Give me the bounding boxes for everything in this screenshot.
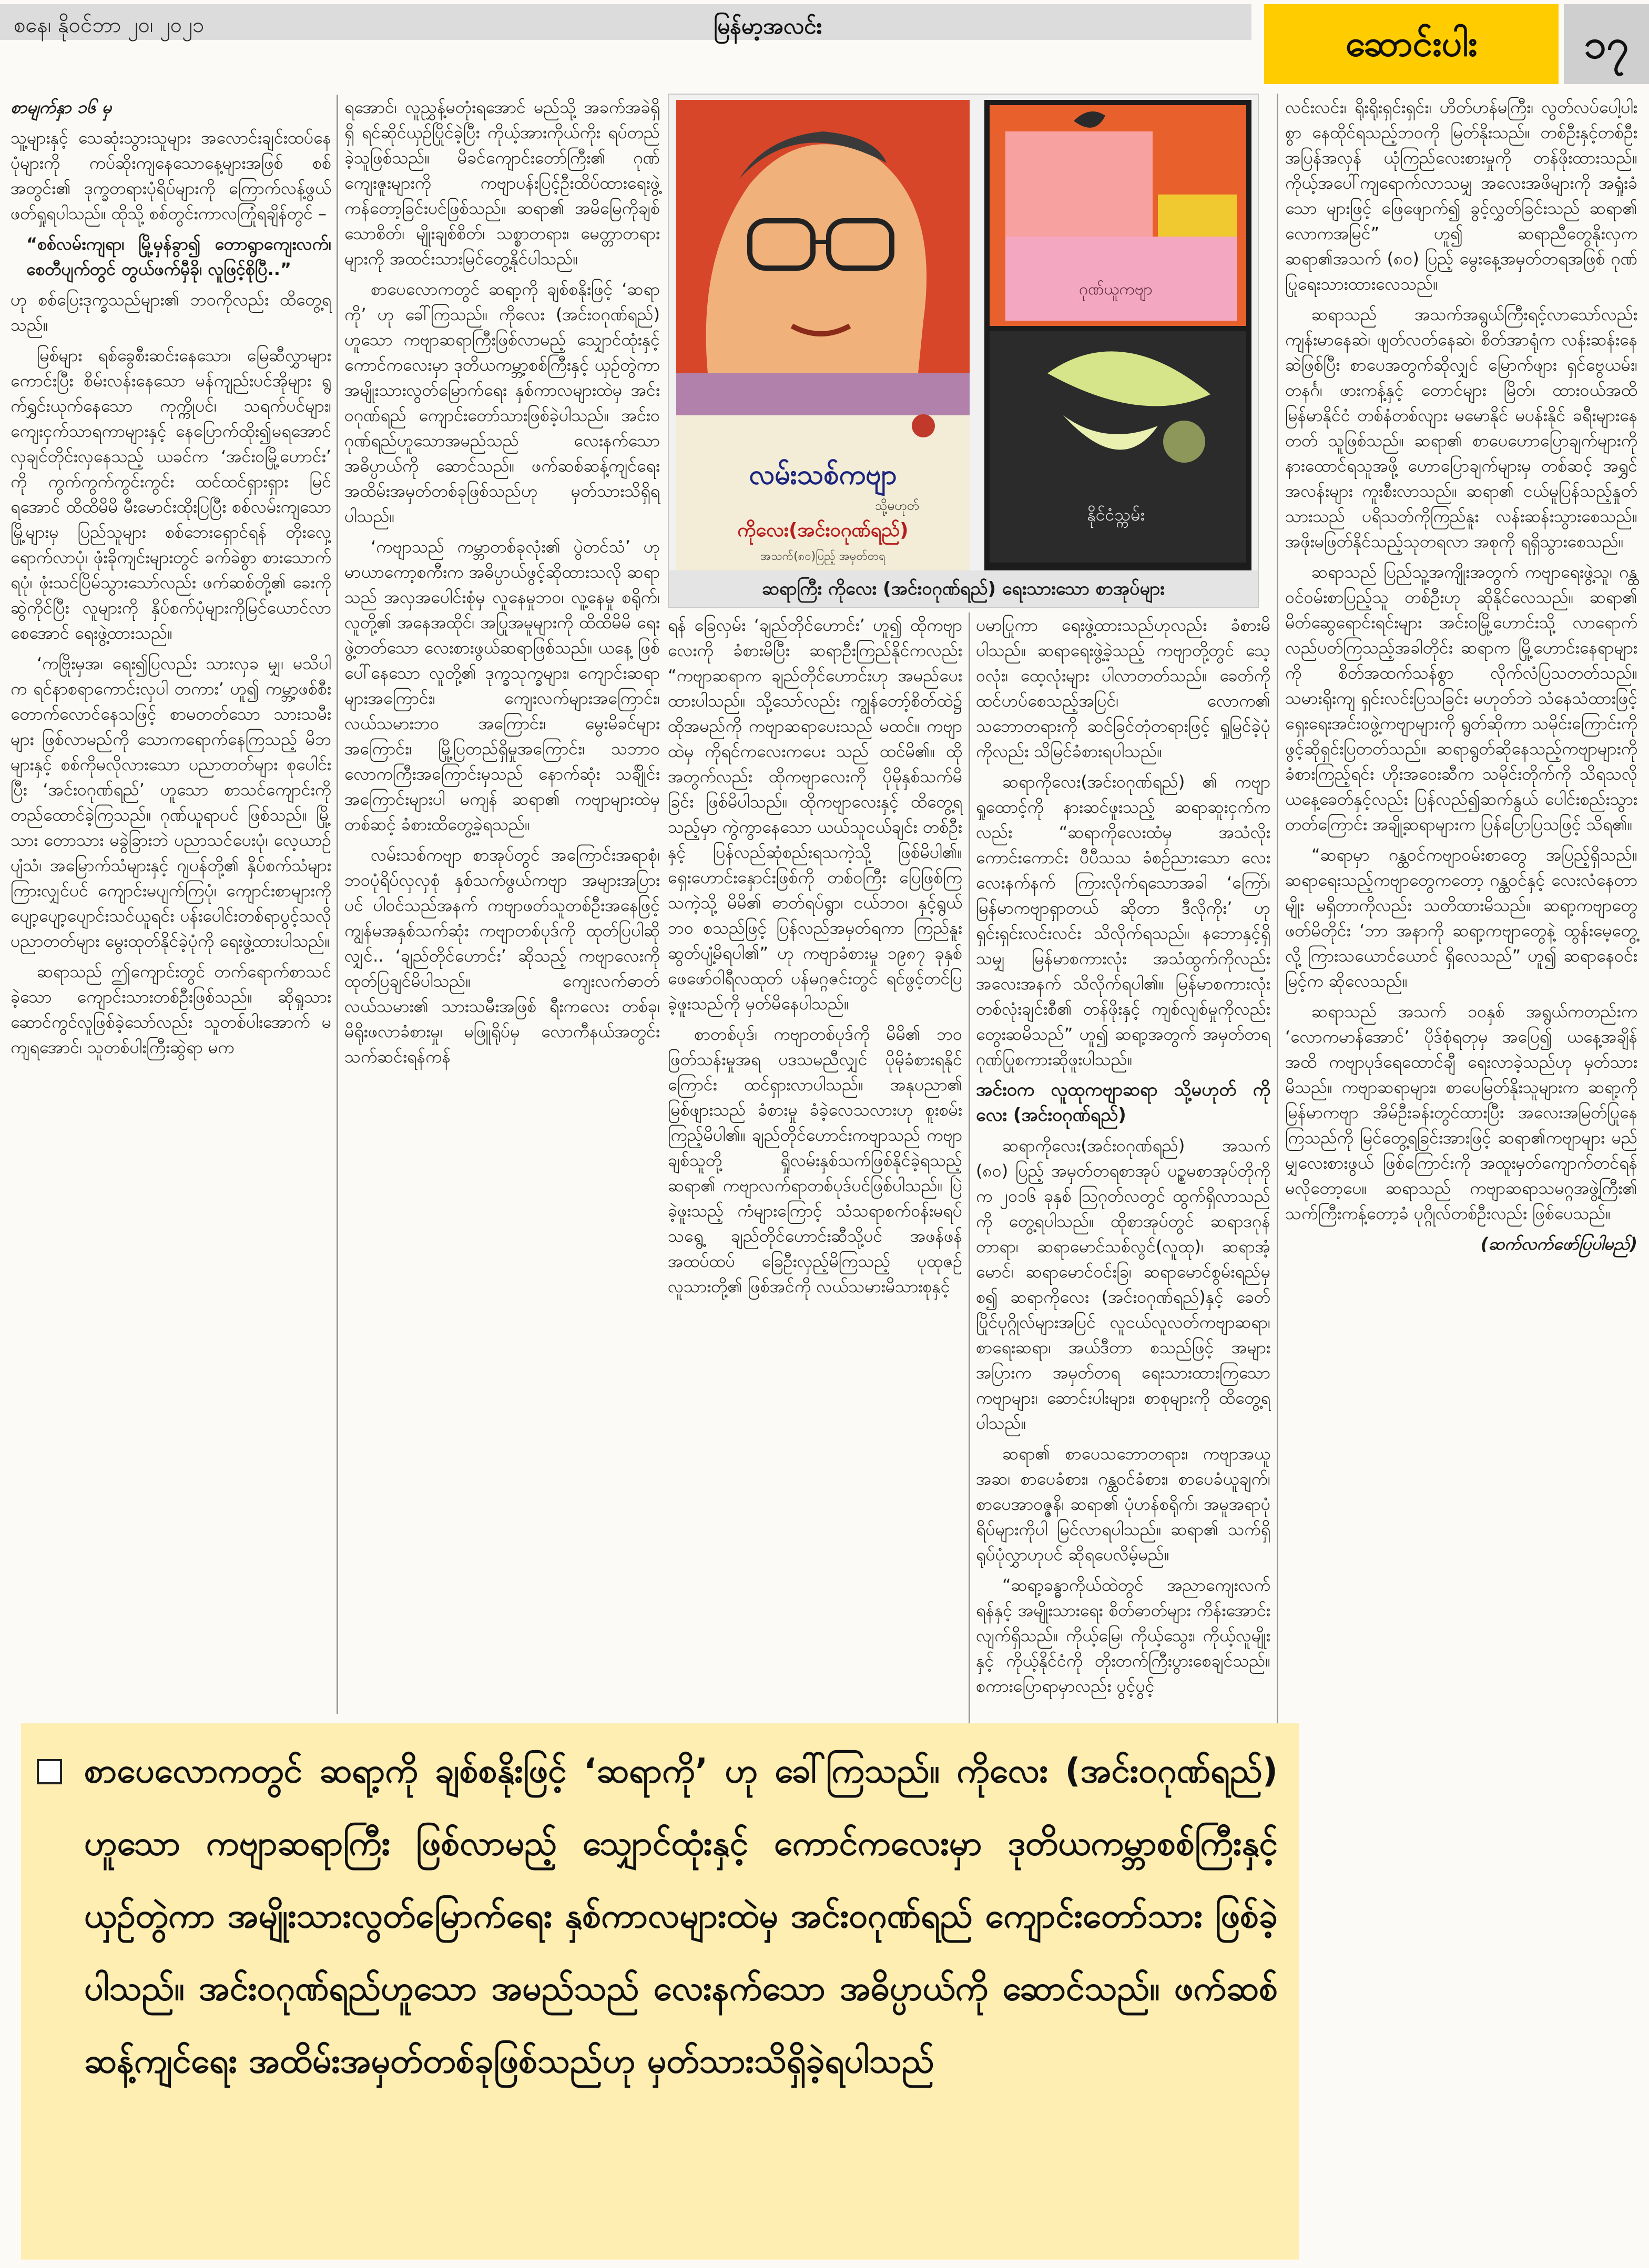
paragraph: လင်းလင်း၊ ရိုးရိုးရှင်းရှင်း၊ ဟိတ်ဟန်မကြီး၊ လွတ်လပ်ပေါ့ပါးစွာ နေထိုင်ရသည့်ဘဝကို မြတ်နိုးသည်။ တစ်ဦးနှင့်တစ်ဦး အပြန်အလှန် ယုံကြည်လေးစားမှုကို တန်ဖိုးထားသည်။ ကိုယ့်အပေါ်ကျရောက်လာသမျှ အလေးအဖိများကို အရှုံးခံသော များဖြင့် ဖြေဖျောက်၍ ခွင့်လွှတ်ခြင်းသည် ဆရာ၏ လောကအမြင်” ဟူ၍ ဆရာညီတွေနိုးလှက ဆရာ၏အသက် (၈၀) ပြည့် မွေးနေ့အမှတ်တရအဖြစ် ဂုဏ်ပြုရေးသားထားလေသည်။ — [1285, 97, 1637, 294]
continued-from: စာမျက်နှာ ၁၆ မှ — [11, 97, 112, 117]
paragraph: စာပေလောကတွင် ဆရာ့ကို ချစ်စနိုးဖြင့် ‘ဆရာကို’ ဟု ခေါ်ကြသည်။ ကိုလေး (အင်းဝဂုဏ်ရည်) ဟူသော ကဗျာဆရာကြီးဖြစ်လာမည့် သျှောင်ထုံးနှင့် ကောင်ကလေးမှာ ဒုတိယကမ္ဘာ့စစ်ကြီးနှင့် ယှဉ်တွဲကာ အမျိုးသားလွတ်မြောက်ရေး နှစ်ကာလများထဲမှ အင်းဝဂုဏ်ရည် ကျောင်းတော်သားဖြစ်ခဲ့ပါသည်။ အင်းဝဂုဏ်ရည်ဟူသောအမည်သည် လေးနက်သော အဓိပ္ပာယ်ကို ဆောင်သည်။ ဖက်ဆစ်ဆန့်ကျင်ရေး အထိမ်းအမှတ်တစ်ခုဖြစ်သည်ဟု မှတ်သားသိရှိရပါသည်။ — [344, 279, 660, 526]
column-divider — [337, 95, 338, 1714]
checkbox-bullet-icon — [37, 1759, 62, 1784]
to-be-continued: (ဆက်လက်ဖော်ပြပါမည်) — [1480, 1234, 1637, 1254]
paragraph: “ဆရာမှာ ဂန္ထဝင်ကဗျာဝမ်းစာတွေ အပြည့်ရှိသည်။ ဆရာရေးသည့်ကဗျာတွေကတော့ ဂန္ထဝင်နှင့် လေးလံနေတာမျိုး မရှိတာကိုလည်း သတိထားမိသည်။ ဆရာ့ကဗျာတွေ ဖတ်မိတိုင်း ‘ဘာ အနာကို ဆရာ့ကဗျာတွေနဲ့ ထွန်းမေ့တွေ့လို့ ကြားသယောင်ယောင် ရှိလေသည်” ဟူ၍ ဆရာနေဝင်းမြင့်က ဆိုလေသည်။ — [1285, 845, 1637, 991]
subheading: အင်းဝက လူထုကဗျာဆရာ သို့မဟုတ် ကိုလေး (အင်းဝဂုဏ်ရည်) — [976, 1079, 1270, 1126]
paragraph: ဆရာကိုလေး(အင်းဝဂုဏ်ရည်) ၏ ကဗျာရှုထောင့်ကို နားဆင်ဖူးသည့် ဆရာဆူးငှက်ကလည်း “ဆရာကိုလေးထံမှ အသံလိုးကောင်းကောင်း ပီပီသသ ခံစဉ်ညားသော လေးလေးနက်နက် ကြားလိုက်ရသောအခါ ‘ကြော်၊ မြန်မာကဗျာရှာတယ် ဆိုတာ ဒီလိုကိုး’ ဟု ရှင်းရှင်းလင်းလင်း သိလိုက်ရသည်။ နဘောနှင့်ရှိသမျှ မြန်မာစကားလုံး အသံထွက်ကိုလည်း အလေးအနက် သိလိုက်ရပါ၏။ မြန်မာစကားလုံး တစ်လုံးချင်းစီ၏ တန်ဖိုးနှင့် ကျစ်လျစ်မှုကိုလည်း တွေးဆမိသည်” ဟူ၍ ဆရာ့အတွက် အမှတ်တရ ဂုဏ်ပြုစကားဆိုဖူးပါသည်။ — [976, 772, 1270, 1069]
article-column-1 — [11, 95, 331, 1714]
poetry-book-covers — [984, 100, 1251, 570]
paragraph: သူ့များနှင့် သေဆုံးသွားသူများ အလောင်းချင်းထပ်နေပုံများကို ကပ်ဆိုးကျနေသောနေ့များအဖြစ် စစ်အတွင်း၏ ဒုက္ခတရားပုံရိပ်များကို ကြောက်လန့်ဖွယ်ဖတ်ရှုရပါသည်။ ထိုသို့ စစ်တွင်းကာလကြုံရချိန်တွင် – — [11, 128, 331, 223]
publisher-logo-icon — [912, 414, 935, 437]
paragraph: “ဆရာ့ခန္ဓာကိုယ်ထဲတွင် အညာကျေးလက်ရန်နှင့် အမျိုးသားရေး စိတ်ဓာတ်များ ကိန်းအောင်းလျက်ရှိသည်။ ကိုယ့်မြေ၊ ကိုယ့်သွေး၊ ကိုယ့်လူမျိုးနှင့် ကိုယ့်နိုင်ငံကို တိုးတက်ကြီးပွားစေချင်သည်။ စကားပြောရာမှာလည်း ပွင့်ပွင့် — [976, 1575, 1270, 1696]
section-tab — [1264, 4, 1559, 84]
portrait-book-title: လမ်းသစ်ကဗျာ — [749, 459, 897, 491]
paragraph: ပမာပြုကာ ရေးဖွဲ့ထားသည်ဟုလည်း ခံစားမိပါသည်။ ဆရာရေးဖွဲ့ခဲ့သည့် ကဗျာတို့တွင် သေ့ဝလုံး၊ ထေ့လုံးများ ပါလာတတ်သည်။ ခေတ်ကို ထင်ဟပ်စေသည့်အပြင်၊ လောက၏ သဘောတရားကို ဆင်ခြင်တုံတရားဖြင့် ရှုမြင်ခဲ့ပုံကိုလည်း သိမြင်ခံစားရပါသည်။ — [976, 615, 1270, 761]
article-column-3 — [668, 612, 962, 1714]
paragraph: ဆရာသည် အသက်အရွယ်ကြီးရင့်လာသော်လည်း ကျန်းမာနေဆဲ၊ ဖျတ်လတ်နေဆဲ၊ စိတ်အာရုံက လန်းဆန်းနေဆဲဖြစ်ပြီး စာပေအတွက်ဆိုလျှင် မြောက်ဖျား ရှင်ဗွေယမ်း၊ တနင်္ဂ၊ ဖားကန့်နှင့် တောင်များ မြိတ်၊ ထားဝယ်အထိ မြန်မာနိုင်ငံ တစ်နံတစ်လျား မမောနိုင် မပန်းနိုင် ခရီးများနေတတ် သူဖြစ်သည်။ ဆရာ၏ စာပေဟောပြောချက်များကို နားထောင်ရသူအဖို့ ဟောပြောချက်များမှ တစ်ဆင့် အရွှင်အလန်းများ ကူးစီးလာသည်။ ဆရာ၏ ငယ်မူပြန်သည့်နှုတ်သားသည် ပရိသတ်ကိုကြည်နူး လန်းဆန်းသွားစေသည်။ အဖိုးမဖြတ်နိုင်သည့်သုတရလာ အစုကို ရရှိသွားစေသည်။ — [1285, 304, 1637, 551]
lower-cover-title: နိုင်ငံသ္ကမ်း — [1087, 505, 1145, 525]
photo-caption: ဆရာကြီး ကိုလေး (အင်းဝဂုဏ်ရည်) ရေးသားသော စာအုပ်များ — [669, 570, 1258, 607]
paragraph: ဆရာကိုလေး(အင်းဝဂုဏ်ရည်) အသက် (၈၀) ပြည့် အမှတ်တရစာအုပ် ပဥ္စမစာအုပ်တိုကိုက ၂၀၁၆ ခုနှစ် ဩဂုတ်လတွင် ထွက်ရှိလာသည်ကို တွေ့ရပါသည်။ ထိုစာအုပ်တွင် ဆရာဒဂုန်တာရာ၊ ဆရာမောင်သစ်လွင်(လူထု)၊ ဆရာအံ့မောင်၊ ဆရာမောင်ဝင်းခြ၊ ဆရာမောင်စွမ်းရည်မှ စ၍ ဆရာကိုလေး (အင်းဝဂုဏ်ရည်)နှင့် ခေတ်ပြိုင်ပုဂ္ဂိုလ်များအပြင် လူငယ်လူလတ်ကဗျာဆရာ၊ စာရေးဆရာ၊ အယ်ဒီတာ စသည်ဖြင့် အများအပြားက အမှတ်တရ ရေးသားထားကြသော ကဗျာများ၊ ဆောင်းပါးများ၊ စာစုများကို ထိတွေ့ရပါသည်။ — [976, 1136, 1270, 1433]
newspaper-name: မြန်မာ့အလင်း — [714, 13, 822, 39]
upper-cover-title: ဂုဏ်ယူကဗျာ — [1078, 280, 1153, 299]
paragraph: ‘ကဗျာသည် ကမ္ဘာတစ်ခုလုံး၏ ပွဲတင်သံ’ ဟု မာယာကော့စကီးက အဓိပ္ပာယ်ဖွင့်ဆိုထားသလို ဆရာသည် အလှအပေါင်းစုံမှ လူနေမှုဘဝ၊ လူ့နေမှု စရိုက်၊ လူတို့၏ အနေအထိုင်၊ အပြုအမူများကို ထိထိမိမိ ရေးဖွဲ့တတ်သော လေးစားဖွယ်ဆရာဖြစ်သည်။ ယနေ့ ဖြစ်ပေါ်နေသော လူတို့၏ ဒုက္ခသုက္ခများ၊ ကျောင်းဆရာများအကြောင်း၊ ကျေးလက်များအကြောင်း၊ လယ်သမားဘဝ အကြောင်း၊ မွေးမိခင်များ အကြောင်း၊ မြို့ပြတည်ရှိမှုအကြောင်း၊ သဘာဝ လောကကြီးအကြောင်းမှသည် နောက်ဆုံး သခ်ျိုင်းအကြောင်းများပါ မကျန် ဆရာ၏ ကဗျာများထဲမှတစ်ဆင့် ခံစားထိတွေ့ခဲ့ရသည်။ — [344, 537, 660, 834]
portrait-book-note: အသက်(၈၀)ပြည့် အမှတ်တရ — [760, 550, 885, 563]
paragraph: ဟု စစ်ပြေးဒုက္ခသည်များ၏ ဘဝကိုလည်း ထိတွေ့ရသည်။ — [11, 290, 331, 335]
header-bar — [0, 4, 1251, 40]
paragraph: ‘ကဗြိုးမှအ၊ ရေး၍ပြလည်း သားလှခ မျှ၊ မသိပါက ရင်နာစရာကောင်းလှပါ တကား’ ဟူ၍ ကမ္ဘာ့ဖစ်စီးတောက်လောင်နေသဖြင့် စာမတတ်သော သားသမီးများ ဖြစ်လာမည်ကို သောကရောက်နေကြသည့် မိဘများနှင့် စစ်ကိုမလိုလားသော ပညာတတ်များ စုပေါင်းပြီး ‘အင်းဝဂုဏ်ရည်’ ဟူသော စာသင်ကျောင်းကို တည်ထောင်ခဲ့ကြသည်။ ဂုဏ်ယူရာပင် ဖြစ်သည်။ မြို့သား တောသား မခွဲခြားဘဲ ပညာသင်ပေးပုံ၊ လေ့ယာဉ်ပျံသံ၊ အမြောက်သံများနှင့် ဂျပန်တို့၏ နှိပ်စက်သံများကြားလျှင်ပင် ကျောင်းမပျက်ကြပုံ၊ ကျောင်းစာများကို ပျော့ပျော့ပျောင်းသင်ယူရင်း ပန်းပေါင်းတစ်ရာပွင့်သလို ပညာတတ်များ မွေးထုတ်နိုင်ခဲ့ပုံကို ရေးဖွဲ့ထားပါသည်။ — [11, 653, 331, 951]
pull-quote-box — [21, 1723, 1299, 2260]
page-number: ၁၇ — [1564, 4, 1649, 84]
paragraph: ရအောင်၊ လူညွှန့်မတုံးရအောင် မည်သို့ အခက်အခဲရှိရှိ ရင်ဆိုင်ယှဉ်ပြိုင်ခဲ့ပြီး ကိုယ့်အားကိုယ်ကိုး ရပ်တည်ခဲ့သူဖြစ်သည်။ မိခင်ကျောင်းတော်ကြီး၏ ဂုဏ်ကျေးဇူးများကို ကဗျာပန်းပြင့်ဦးထိပ်ထားရေးဖွဲ့ ကန်တော့ခြင်းပင်ဖြစ်သည်။ ဆရာ၏ အမိမြေကိုချစ်သောစိတ်၊ မျိုးချစ်စိတ်၊ သစ္စာတရား၊ မေတ္တာတရားများကို အထင်းသားမြင်တွေ့နိုင်ပါသည်။ — [344, 97, 660, 269]
portrait-book-author: ကိုလေး(အင်းဝဂုဏ်ရည်) — [737, 519, 909, 541]
paragraph: စာတစ်ပုဒ်၊ ကဗျာတစ်ပုဒ်ကို မိမိ၏ ဘဝဖြတ်သန်းမှုအရ ပဒသမညီလျှင် ပိုမိုခံစားရနိုင်ကြောင်း ထင်ရှားလာပါသည်။ အနုပညာ၏ မြစ်ဖျားသည် ခံစားမှု ခံခဲ့လေသလားဟု စူးစမ်းကြည့်မိပါ၏။ ချည်တိုင်ဟောင်းကဗျာသည် ကဗျာချစ်သူတို့ ရှိုလမ်းနှစ်သက်ဖြစ်နိုင်ခဲ့ရသည့် ဆရာ၏ ကဗျာလက်ရာတစ်ပုဒ်ပင်ဖြစ်ပါသည်။ ပြဲခဲ့ဖူးသည့် ကံများကြောင့် သံသရာစက်ဝန်းမရပ်သရွေ့ ချည်တိုင်ဟောင်းဆီသို့ပင် အဖန်ဖန် အထပ်ထပ် ခြေဦးလှည့်မိကြသည့် ပုထုဇဉ်လူသားတို့၏ ဖြစ်အင်ကို လယ်သမားမိသားစုနှင့် — [668, 1024, 962, 1296]
quote: “စစ်လမ်းကျရာ၊ မြို့မှန်ခွာ၍ တောရွာကျေးလက်၊ စေတီပျက်တွင် တွယ်ဖက်မှီခို၊ လူဖြင့်စိုပြီ..” — [26, 234, 331, 279]
paragraph: ဆရာသည် ပြည်သူ့အကျိုးအတွက် ကဗျာရေးဖွဲ့သူ၊ ဂန္ထဝင်ဝမ်းစာပြည့်သူ တစ်ဦးဟု ဆိုနိုင်လေသည်။ ဆရာ၏ မိတ်ဆွေရောင်းရင်းများ အင်းဝမြို့ဟောင်းသို့ လာရောက်လည်ပတ်ကြသည့်အခါတိုင်း ဆရာက မြို့ဟောင်းနေရာများကို စိတ်အထက်သန်စွာ လိုက်လံပြသတတ်သည်။ သမားရိုးကျ ရှင်းလင်းပြသခြင်း မဟုတ်ဘဲ သံနေသံထားဖြင့် ရှေးရေးအင်းဝဖွဲ့ကဗျာများကို ရွတ်ဆိုကာ သမိုင်းကြောင်းကို ဖွင့်ဆိုရှင်းပြတတ်သည်။ ဆရာရွတ်ဆိုနေသည့်ကဗျာများကို ခံစားကြည့်ရင်း ဟိုးအဝေးဆီက သမိုင်းတိုက်ကို သိရသလို ယနေ့ခေတ်နှင့်လည်း ပြန်လည်၍ဆက်နွယ် ပေါင်းစည်းသွားတတ်ကြောင်း အချို့ဆရာများက ပြန်ပြောပြသဖြင့် သိရ၏။ — [1285, 562, 1637, 834]
issue-date: စနေ၊ နိုဝင်ဘာ ၂၀၊ ၂၀၂၁ — [14, 13, 205, 37]
article-column-5 — [1285, 95, 1637, 2261]
paragraph: လမ်းသစ်ကဗျာ စာအုပ်တွင် အကြောင်းအရာစုံ၊ ဘဝပုံရိပ်လှလှစုံ နှစ်သက်ဖွယ်ကဗျာ အများအပြားပင် ပါဝင်သည်အနက် ကဗျာဖတ်သူတစ်ဦးအနေဖြင့် ကျွန်မအနှစ်သက်ဆုံး ကဗျာတစ်ပုဒ်ကို ထုတ်ပြပါဆိုလျှင်.. ‘ချည်တိုင်ဟောင်း’ ဆိုသည့် ကဗျာလေးကို ထုတ်ပြချင်မိပါသည်။ ကျေးလက်ဓာတ် လယ်သမား၏ သားသမီးအဖြစ် ရီးကလေး တစ်ခု၊ မိရိုးဖလာခံစားမှု၊ မဖြူရိုပ်မှ လောကီနယ်အတွင်း သက်ဆင်းရန်ကန် — [344, 845, 660, 1067]
paragraph: ဆရာသည် အသက် ၁၀နှစ် အရွယ်ကတည်းက ‘လောကမာန်အောင်’ ပိုဒ်စုံရတုမှ အပြေ၍ ယနေ့အချိန်အထိ ကဗျာပုဒ်ရေထောင်ချီ ရေးလာခဲ့သည်ဟု မှတ်သားမိသည်။ ကဗျာဆရာများ၊ စာပေမြတ်နိုးသူများက ဆရာ့ကို မြန်မာကဗျာ အိမ်ဦးခန်းတွင်ထားပြီး အလေးအမြတ်ပြုနေကြသည်ကို မြင်တွေ့ရခြင်းအားဖြင့် ဆရာ၏ကဗျာများ မည်မျှလေးစားဖွယ် ဖြစ်ကြောင်းကို အထူးမှတ်ကျောက်တင်ရန် မလိုတော့ပေ။ ဆရာသည် ကဗျာဆရာသမဂ္ဂအဖွဲ့ကြီး၏ သက်ကြီးကန့်တော့ခံ ပုဂ္ဂိုလ်တစ်ဦးလည်း ဖြစ်ပေသည်။ — [1285, 1002, 1637, 1223]
pull-quote-text: စာပေလောကတွင် ဆရာ့ကို ချစ်စနိုးဖြင့် ‘ဆရာကို’ ဟု ခေါ်ကြသည်။ ကိုလေး (အင်းဝဂုဏ်ရည်) ဟူသော ကဗျာဆရာကြီး ဖြစ်လာမည့် သျှောင်ထုံးနှင့် ကောင်ကလေးမှာ ဒုတိယကမ္ဘာစစ်ကြီးနှင့် ယှဉ်တွဲကာ အမျိုးသားလွတ်မြောက်ရေး နှစ်ကာလများထဲမှ အင်းဝဂုဏ်ရည် ကျောင်းတော်သား ဖြစ်ခဲ့ပါသည်။ အင်းဝဂုဏ်ရည်ဟူသော အမည်သည် လေးနက်သော အဓိပ္ပာယ်ကို ဆောင်သည်။ ဖက်ဆစ်ဆန့်ကျင်ရေး အထိမ်းအမှတ်တစ်ခုဖြစ်သည်ဟု မှတ်သားသိရှိခဲ့ရပါသည် — [84, 1752, 1278, 2081]
book-covers-photo — [668, 94, 1259, 608]
paragraph: ရန် ခြေလှမ်း ‘ချည်တိုင်ဟောင်း’ ဟူ၍ ထိုကဗျာလေးကို ခံစားမိပြီး ဆရာဦးကြည်နိုင်ကလည်း “ကဗျာဆရာက ချည်တိုင်ဟောင်းဟု အမည်ပေးထားပါသည်။ သို့သော်လည်း ကျွန်တော့်စိတ်ထဲ၌ ထိုအမည်ကို ကဗျာဆရာပေးသည် မထင်။ ကဗျာထဲမှ ကိုရင်ကလေးကပေး သည် ထင်မိ၏။ ထိုအတွက်လည်း ထိုကဗျာလေးကို ပိုမိုနှစ်သက်မိခြင်း ဖြစ်မိပါသည်။ ထိုကဗျာလေးနှင့် ထိတွေ့ရ သည့်မှာ ကွဲကွာနေသော ယယ်သူငယ်ချင်း တစ်ဦးနှင့် ပြန်လည်ဆုံစည်းရသကဲ့သို့ ဖြစ်မိပါ၏။ ရှေးဟောင်းနှောင်းဖြစ်ကို တစ်ဝကြီး ပြေဖြစ်ကြသကဲ့သို့ မိမိ၏ ဓာတ်ရပ်ရွာ၊ ငယ်ဘဝ၊ နှင့်ရွယ်ဘဝ စသည်ဖြင့် ပြန်လည်အမှတ်ရကာ ကြည်နူးဆွတ်ပျံ့မိရပါ၏” ဟု ကဗျာခံစားမှု ၁၉၈၇ ခုနှစ် ဖေဖော်ဝါရီလထုတ် ပန်မဂ္ဂဇင်းတွင် ရင်ဖွင့်တင်ပြခဲ့ဖူးသည်ကို မှတ်မိနေပါသည်။ — [668, 615, 962, 1014]
paragraph: မြစ်များ ရစ်ခွေစီးဆင်းနေသော၊ မြေဆီလွှာများကောင်းပြီး စိမ်းလန်းနေသော မန်ကျည်းပင်အိုများ ရွက်ရွှင်းယုက်နေသော ကုက္ကိုပင်၊ သရက်ပင်များ၊ ကျေးငှက်သာရကာများနှင့် နေပြောက်ထိုး၍မရအောင် လှချင်တိုင်းလှနေသည့် ယခင်က ‘အင်းဝမြို့ဟောင်း’ ကို ကွက်ကွက်ကွင်းကွင်း ထင်ထင်ရှားရှား မြင်ရအောင် ထိထိမိမိ မီးမောင်းထိုးပြပြီး စစ်လမ်းကျသောမြို့များမှ ပြည်သူများ စစ်ဘေးရှောင်ရန် တိုးလှေ့ရောက်လာပုံ၊ ဖုံးခိုကျင်းများတွင် ခက်ခဲစွာ စားသောက်ရပုံ၊ ဖုံးသင်ပြိမ်သွားသော်လည်း ဖက်ဆစ်တို့၏ ခေးကိုဆွဲကိုင်ပြီး လူများကို နှိပ်စက်ပုံများကိုမြင်ယောင်လာစေအောင် ရေးဖွဲ့ထားသည်။ — [11, 345, 331, 643]
portrait-book-author-pre: သို့မဟုတ် — [875, 498, 919, 513]
page-header — [0, 0, 1649, 87]
portrait-book-cover — [676, 100, 970, 570]
paragraph: ဆရာသည် ဤကျောင်းတွင် တက်ရောက်စာသင်ခဲ့သော ကျောင်းသားတစ်ဦးဖြစ်သည်။ ဆိုရှုသားဆောင်ကွင်လူဖြစ်ခဲ့သော်လည်း သူတစ်ပါးအောက် မကျရအောင်၊ သူတစ်ပါးကြီးဆွဲရာ မက — [11, 962, 331, 1057]
paragraph: ဆရာ၏ စာပေသဘောတရား၊ ကဗျာအယူအဆ၊ စာပေခံစား၊ ဂန္ထဝင်ခံစား၊ စာပေခံယူချက်၊ စာပေအာဝဇ္ဇနိ၊ ဆရာ၏ ပုံဟန်စရိုက်၊ အမူအရာပုံရိပ်များကိုပါ မြင်လာရပါသည်။ ဆရာ၏ သက်ရှိရုပ်ပုံလွှာဟုပင် ဆိုရပေလိမ့်မည်။ — [976, 1444, 1270, 1565]
article-column-2 — [344, 95, 660, 1714]
section-title: ဆောင်းပါး — [1345, 23, 1478, 65]
